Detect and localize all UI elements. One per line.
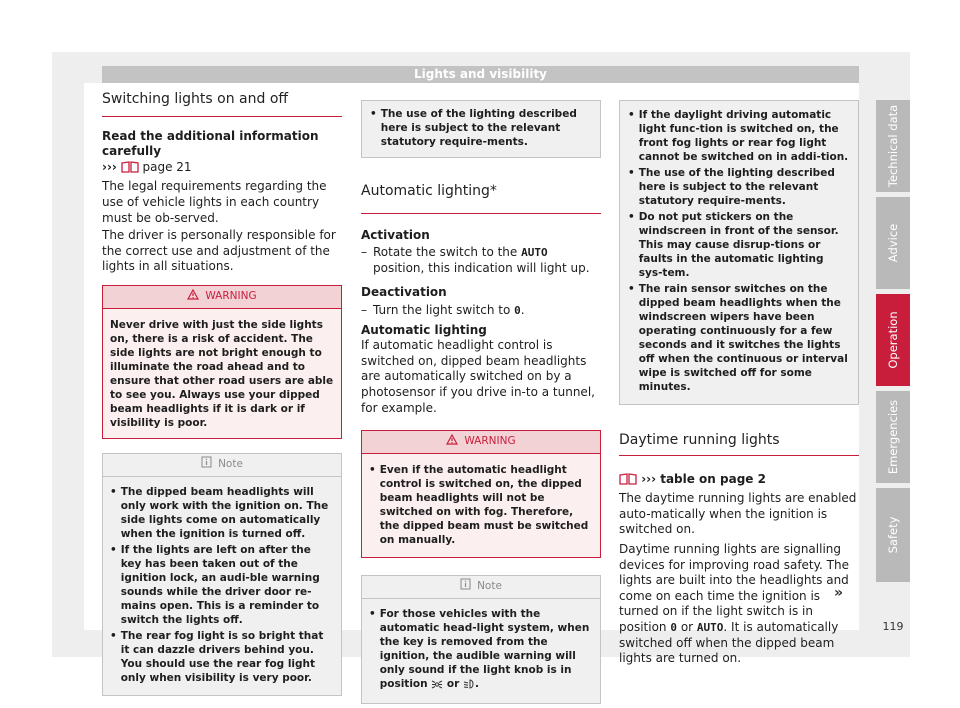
paragraph-responsible: The driver is personally responsible for the correct use and adjustment of the lights in all situations. <box>102 228 336 274</box>
table-reference[interactable]: ››› table on page 2 <box>619 472 859 490</box>
warning-label: WARNING <box>205 290 257 303</box>
activation-step: – Rotate the switch to the AUTO position, this indication will light up. <box>361 245 590 275</box>
activation-title: Activation <box>361 227 430 242</box>
section-divider <box>619 455 859 456</box>
page-number: 119 <box>882 620 904 633</box>
section-heading-daytime: Daytime running lights <box>619 432 780 448</box>
auto-lighting-title: Automatic lighting <box>361 322 487 337</box>
book-icon <box>619 473 637 490</box>
note-item: • The rear fog light is so bright that it can dazzle drivers behind you. You should use the rear fog light only when visibility is very poor. <box>110 629 324 684</box>
paragraph-legal: The legal requirements regarding the use of vehicle lights in each country must be ob-served. <box>102 179 327 225</box>
book-icon <box>121 161 139 178</box>
page-reference[interactable] <box>102 160 342 178</box>
section-heading-automatic: Automatic lighting* <box>361 183 497 199</box>
continue-arrow: » <box>834 585 844 601</box>
auto-symbol: AUTO <box>696 620 724 634</box>
side-light-icon <box>431 679 443 693</box>
tab-operation[interactable]: Operation <box>876 294 910 386</box>
note-item: • For those vehicles with the automatic head-light system, when the key is removed from the ignition, the audible warning will only sound if the light knob is in position or . <box>369 607 593 693</box>
note-item: • The dipped beam headlights will only work with the ignition on. The side lights come on automatically when the ignition is turned off. <box>110 485 329 540</box>
box-item: • If the daylight driving automatic light func-tion is switched on, the front fog lights or rear fog light cannot be switched on in addi-tion. <box>628 109 849 163</box>
warning-header <box>103 286 341 309</box>
note-box <box>361 575 601 704</box>
zero-symbol: 0 <box>670 620 677 634</box>
note-icon <box>460 578 471 596</box>
paragraph-signalling: Daytime running lights are signalling devices for improving road safety. The lights are built into the headlights and come on each time the ignition is turned on if the light switch is in position 0 or AUTO. It is automatically switched off when the dipped beam lights are turned on. <box>619 541 849 666</box>
column-3 <box>619 100 859 667</box>
note-header <box>103 454 341 477</box>
note-item: • If the lights are left on after the key has been taken out of the ignition lock, an audi-ble warning sounds while the driver door re-mains open. This is a reminder to switch the lights off. <box>110 543 320 626</box>
note-icon <box>201 456 212 474</box>
sensor-info-box <box>619 100 859 405</box>
auto-lighting-text: If automatic headlight control is switched on, dipped beam headlights are automatically switched on by a photosensor if you drive in-to a tunnel, for example. <box>361 338 595 415</box>
column-2 <box>361 100 601 704</box>
warning-icon <box>187 289 199 306</box>
note-label: Note <box>218 458 243 471</box>
warning-header <box>362 431 600 454</box>
page-header: Lights and visibility <box>102 66 859 83</box>
box-item: • The use of the lighting described here is subject to the relevant statutory require-ments. <box>628 167 835 207</box>
warning-label: WARNING <box>464 435 516 448</box>
read-more-text: Read the additional information carefully <box>102 128 319 159</box>
note-box <box>102 453 342 696</box>
warning-text: Never drive with just the side lights on, there is a risk of accident. The side lights are not bright enough to illuminate the road ahead and to ensure that other road users are able to see you. Always use your dipped beam headlights if it is dark or if visibility is poor. <box>103 309 341 438</box>
warning-icon <box>446 434 458 451</box>
warning-item: • Even if the automatic headlight control is switched on, the dipped beam headlights will not be switched on with fog. Therefore, the dipped beam must be switched on manually. <box>369 464 589 547</box>
section-divider <box>361 213 601 214</box>
tab-advice[interactable]: Advice <box>876 197 910 289</box>
tab-technical-data[interactable]: Technical data <box>876 100 910 192</box>
note-label: Note <box>477 580 502 593</box>
tab-safety[interactable]: Safety <box>876 488 910 582</box>
tab-emergencies[interactable]: Emergencies <box>876 391 910 483</box>
box-item: • The rain sensor switches on the dipped beam headlights when the windscreen wipers have been operating continuously for a few seconds and it switches the lights off when the continuous or interval wipe is switched off for some minutes. <box>628 283 848 393</box>
ref-page: page 21 <box>142 159 192 174</box>
paragraph-enabled: The daytime running lights are enabled auto-matically when the ignition is switched on. <box>619 491 857 537</box>
box-item: • The use of the lighting described here is subject to the relevant statutory require-ments. <box>370 108 577 148</box>
dipped-beam-icon <box>463 679 475 693</box>
statutory-box <box>361 100 601 158</box>
box-item: • Do not put stickers on the windscreen in front of the sensor. This may cause disrup-tions or faults in the automatic lighting sys-tem. <box>628 211 839 279</box>
column-1 <box>102 92 342 696</box>
zero-symbol: 0 <box>514 303 521 317</box>
warning-box <box>102 285 342 439</box>
warning-box <box>361 430 601 558</box>
section-heading-switching: Switching lights on and off <box>102 91 289 107</box>
ref-arrows: ››› <box>102 159 117 174</box>
deactivation-step: – Turn the light switch to 0. <box>361 302 525 317</box>
note-header <box>362 576 600 599</box>
auto-symbol: AUTO <box>521 246 548 260</box>
deactivation-title: Deactivation <box>361 285 447 300</box>
section-divider <box>102 116 342 117</box>
